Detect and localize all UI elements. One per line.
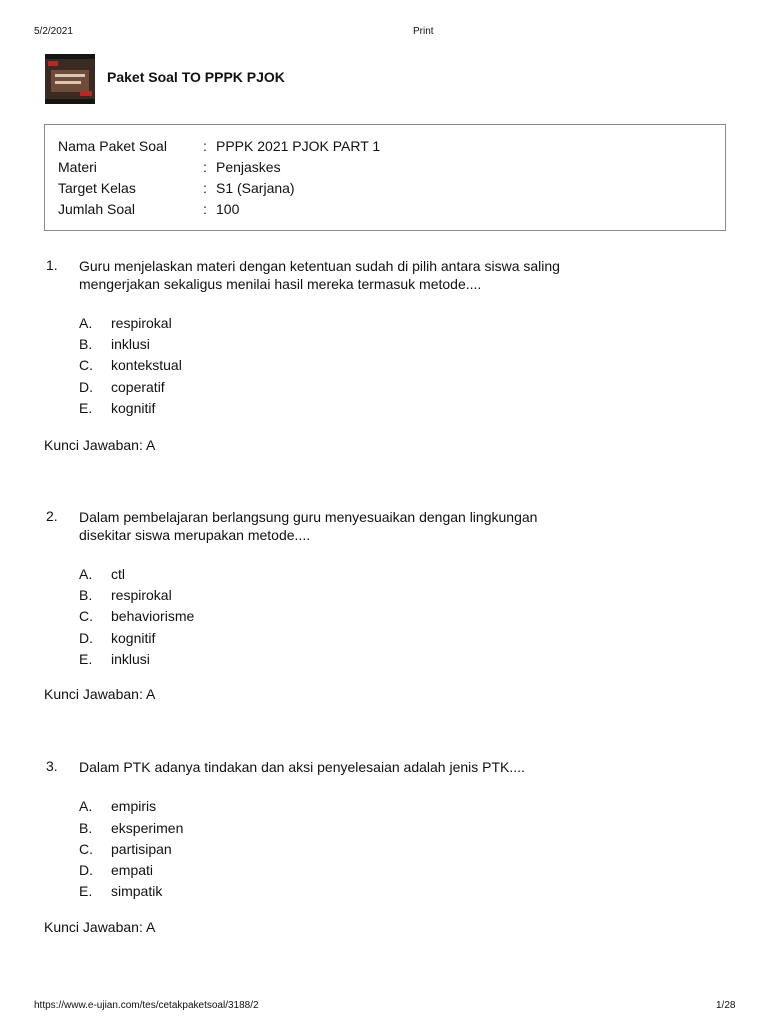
info-colon: : [203, 159, 207, 175]
option-text: empiris [111, 798, 157, 814]
logo-image [45, 54, 95, 104]
answer-key: Kunci Jawaban: A [44, 686, 156, 702]
option-letter: A. [79, 315, 93, 331]
option-letter: B. [79, 336, 93, 352]
footer-page-number: 1/28 [716, 1000, 736, 1011]
option-letter: B. [79, 587, 93, 603]
answer-key: Kunci Jawaban: A [44, 437, 156, 453]
answer-key: Kunci Jawaban: A [44, 919, 156, 935]
question-text [79, 257, 619, 293]
footer-url: https://www.e-ujian.com/tes/cetakpaketsoal/3188/2 [34, 1000, 259, 1011]
option-text: coperatif [111, 379, 165, 395]
option-text: ctl [111, 566, 125, 582]
info-colon: : [203, 138, 207, 154]
option-letter: D. [79, 862, 93, 878]
option-letter: E. [79, 651, 93, 667]
info-label: Target Kelas [58, 180, 136, 196]
option-text: respirokal [111, 315, 172, 331]
question-line: Dalam pembelajaran berlangsung guru menyesuaikan dengan lingkungan [79, 509, 538, 525]
info-value: Penjaskes [216, 159, 281, 175]
option-text: behaviorisme [111, 608, 195, 624]
question-line: Guru menjelaskan materi dengan ketentuan sudah di pilih antara siswa saling [79, 258, 560, 274]
option-letter: D. [79, 379, 93, 395]
option-text: simpatik [111, 883, 163, 899]
question-number: 1. [46, 257, 58, 273]
question-number: 3. [46, 758, 58, 774]
option-letter: A. [79, 566, 93, 582]
info-colon: : [203, 180, 207, 196]
option-letter: C. [79, 608, 93, 624]
info-label: Jumlah Soal [58, 201, 136, 217]
option-text: respirokal [111, 587, 172, 603]
option-letter: A. [79, 798, 93, 814]
document-title: Paket Soal TO PPPK PJOK [107, 69, 285, 85]
question-text [79, 758, 619, 776]
info-value: 100 [216, 201, 240, 217]
option-text: empati [111, 862, 154, 878]
question-number: 2. [46, 508, 58, 524]
question-text [79, 508, 619, 544]
print-date: 5/2/2021 [34, 26, 73, 37]
option-text: kognitif [111, 630, 156, 646]
print-title: Print [413, 26, 434, 37]
option-letter: E. [79, 400, 93, 416]
info-value: S1 (Sarjana) [216, 180, 295, 196]
option-text: inklusi [111, 651, 150, 667]
info-label: Nama Paket Soal [58, 138, 167, 154]
package-info-box [44, 124, 726, 231]
option-letter: C. [79, 357, 93, 373]
question-line: mengerjakan sekaligus menilai hasil mereka termasuk metode.... [79, 276, 482, 292]
question-line: Dalam PTK adanya tindakan dan aksi penyelesaian adalah jenis PTK.... [79, 759, 525, 775]
info-colon: : [203, 201, 207, 217]
info-value: PPPK 2021 PJOK PART 1 [216, 138, 381, 154]
question-line: disekitar siswa merupakan metode.... [79, 527, 311, 543]
option-letter: E. [79, 883, 93, 899]
option-letter: C. [79, 841, 93, 857]
option-letter: D. [79, 630, 93, 646]
option-text: kognitif [111, 400, 156, 416]
option-letter: B. [79, 820, 93, 836]
option-text: partisipan [111, 841, 172, 857]
info-label: Materi [58, 159, 97, 175]
option-text: kontekstual [111, 357, 182, 373]
option-text: inklusi [111, 336, 150, 352]
option-text: eksperimen [111, 820, 184, 836]
